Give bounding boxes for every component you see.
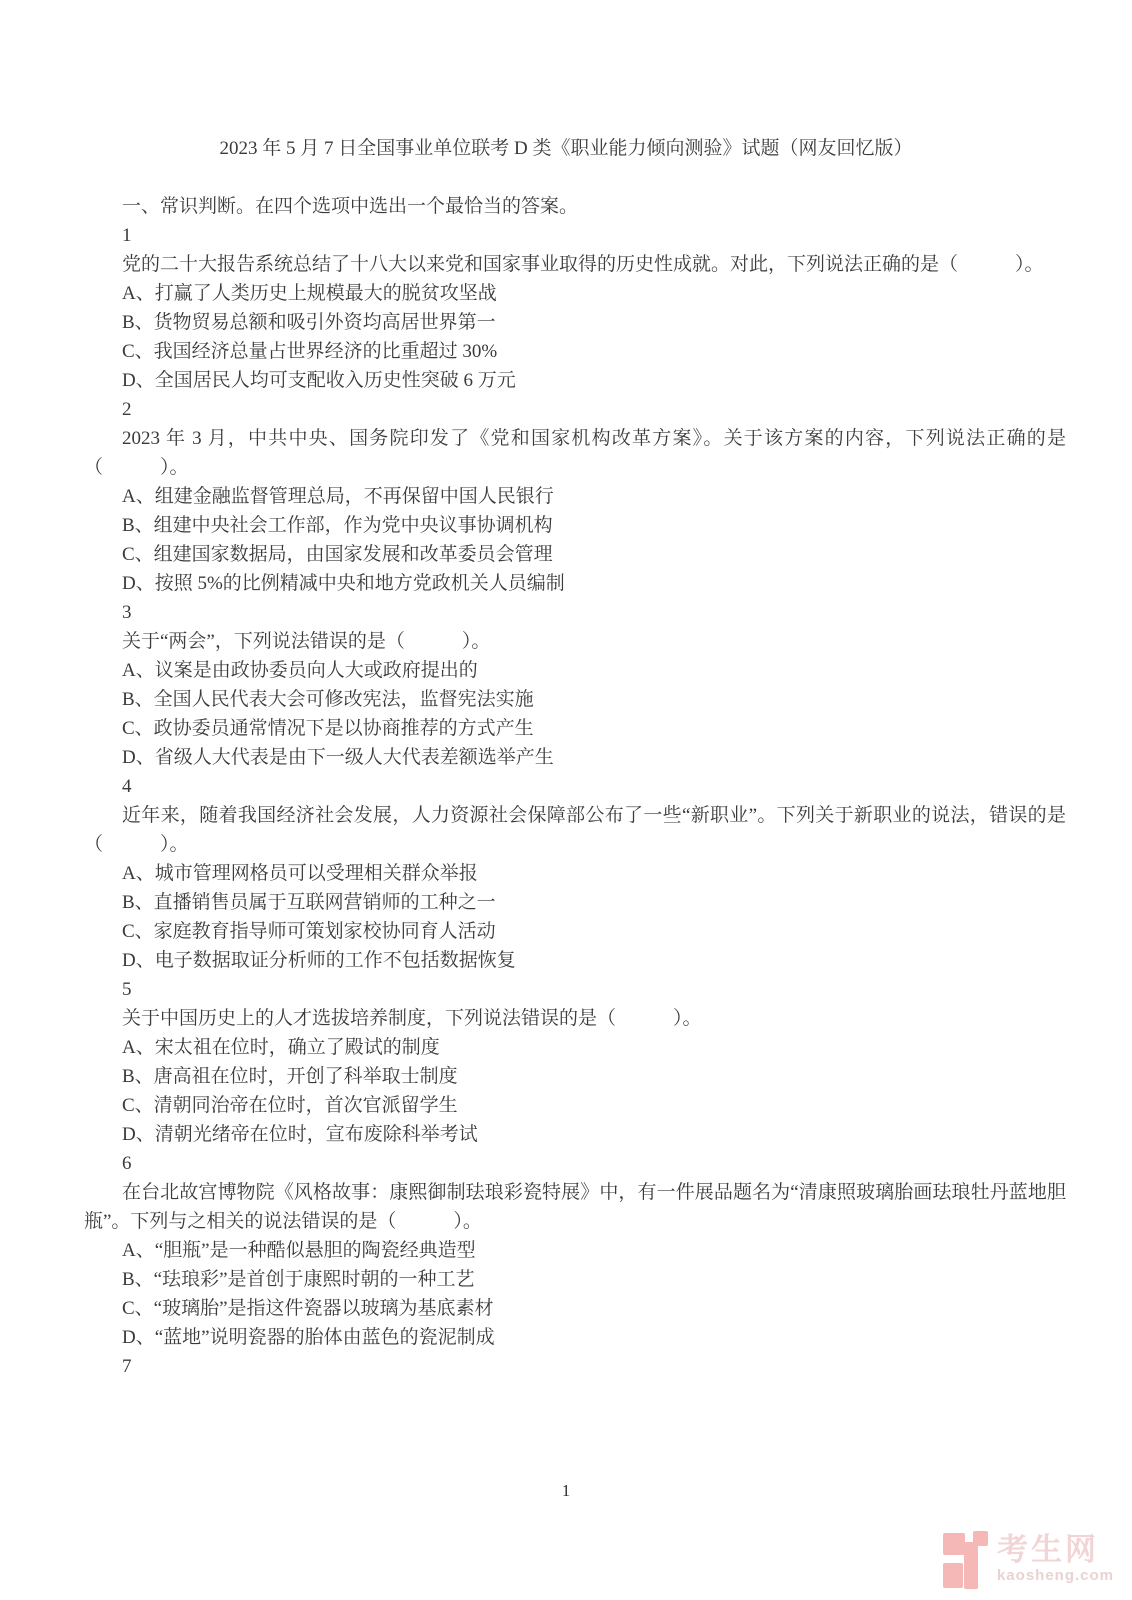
question-4-option-d: D、电子数据取证分析师的工作不包括数据恢复 xyxy=(122,950,516,971)
question-3-option-d: D、省级人大代表是由下一级人大代表差额选举产生 xyxy=(122,747,554,768)
question-7-number: 7 xyxy=(122,1356,132,1377)
question-4-option-c: C、家庭教育指导师可策划家校协同育人活动 xyxy=(122,921,496,942)
question-3-option-c: C、政协委员通常情况下是以协商推荐的方式产生 xyxy=(122,718,534,739)
document-body xyxy=(0,192,1132,1381)
question-6-option-a: A、“胆瓶”是一种酷似悬胆的陶瓷经典造型 xyxy=(122,1240,476,1261)
question-5-option-a: A、宋太祖在位时，确立了殿试的制度 xyxy=(122,1037,440,1058)
question-3-option-b: B、全国人民代表大会可修改宪法，监督宪法实施 xyxy=(122,689,534,710)
question-2-option-a: A、组建金融监督管理总局，不再保留中国人民银行 xyxy=(122,486,554,507)
question-2-stem: 2023 年 3 月，中共中央、国务院印发了《党和国家机构改革方案》。关于该方案的内容，下列说法正确的是（ ）。 xyxy=(84,428,1066,478)
question-3-option-a: A、议案是由政协委员向人大或政府提出的 xyxy=(122,660,478,681)
question-1-option-a: A、打赢了人类历史上规模最大的脱贫攻坚战 xyxy=(122,283,497,304)
question-6-number: 6 xyxy=(122,1153,132,1174)
question-2-option-d: D、按照 5%的比例精减中央和地方党政机关人员编制 xyxy=(122,573,565,594)
page-number: 1 xyxy=(561,1481,571,1500)
question-4-option-a: A、城市管理网格员可以受理相关群众举报 xyxy=(122,863,478,884)
question-1-option-d: D、全国居民人均可支配收入历史性突破 6 万元 xyxy=(122,370,516,391)
question-5-option-d: D、清朝光绪帝在位时，宣布废除科举考试 xyxy=(122,1124,478,1145)
question-5-stem: 关于中国历史上的人才选拔培养制度，下列说法错误的是（ ）。 xyxy=(122,1008,702,1029)
question-2-option-c: C、组建国家数据局，由国家发展和改革委员会管理 xyxy=(122,544,553,565)
question-1-option-b: B、货物贸易总额和吸引外资均高居世界第一 xyxy=(122,312,496,333)
question-5-option-c: C、清朝同治帝在位时，首次官派留学生 xyxy=(122,1095,458,1116)
question-4-number: 4 xyxy=(122,776,132,797)
watermark-site-name: 考生网 xyxy=(996,1532,1099,1567)
question-1-number: 1 xyxy=(122,225,132,246)
question-1-option-c: C、我国经济总量占世界经济的比重超过 30% xyxy=(122,341,498,362)
question-5-option-b: B、唐高祖在位时，开创了科举取士制度 xyxy=(122,1066,458,1087)
question-3-stem: 关于“两会”，下列说法错误的是（ ）。 xyxy=(122,631,491,652)
question-2-option-b: B、组建中央社会工作部，作为党中央议事协调机构 xyxy=(122,515,553,536)
watermark xyxy=(943,1531,1114,1590)
question-6-option-c: C、“玻璃胎”是指这件瓷器以玻璃为基底素材 xyxy=(122,1298,494,1319)
question-4-option-b: B、直播销售员属于互联网营销师的工种之一 xyxy=(122,892,496,913)
question-2-number: 2 xyxy=(122,399,132,420)
kaosheng-logo-icon xyxy=(943,1531,990,1590)
question-6-option-b: B、“珐琅彩”是首创于康熙时朝的一种工艺 xyxy=(122,1269,475,1290)
question-5-number: 5 xyxy=(122,979,132,1000)
doc-title: 2023 年 5 月 7 日全国事业单位联考 D 类《职业能力倾向测验》试题（网友回忆版） xyxy=(219,138,913,159)
question-6-stem: 在台北故宫博物院《风格故事：康熙御制珐琅彩瓷特展》中，有一件展品题名为“清康照玻璃胎画珐琅牡丹蓝地胆瓶”。下列与之相关的说法错误的是（ ）。 xyxy=(84,1182,1066,1232)
question-3-number: 3 xyxy=(122,602,132,623)
section-heading: 一、常识判断。在四个选项中选出一个最恰当的答案。 xyxy=(122,196,579,217)
watermark-site-domain: kaosheng.com xyxy=(996,1567,1114,1584)
question-4-stem: 近年来，随着我国经济社会发展，人力资源社会保障部公布了一些“新职业”。下列关于新职业的说法，错误的是（ ）。 xyxy=(84,805,1066,855)
question-1-stem: 党的二十大报告系统总结了十八大以来党和国家事业取得的历史性成就。对此，下列说法正确的是（ ）。 xyxy=(122,254,1044,275)
question-6-option-d: D、“蓝地”说明瓷器的胎体由蓝色的瓷泥制成 xyxy=(122,1327,495,1348)
watermark-text xyxy=(997,1531,1114,1584)
